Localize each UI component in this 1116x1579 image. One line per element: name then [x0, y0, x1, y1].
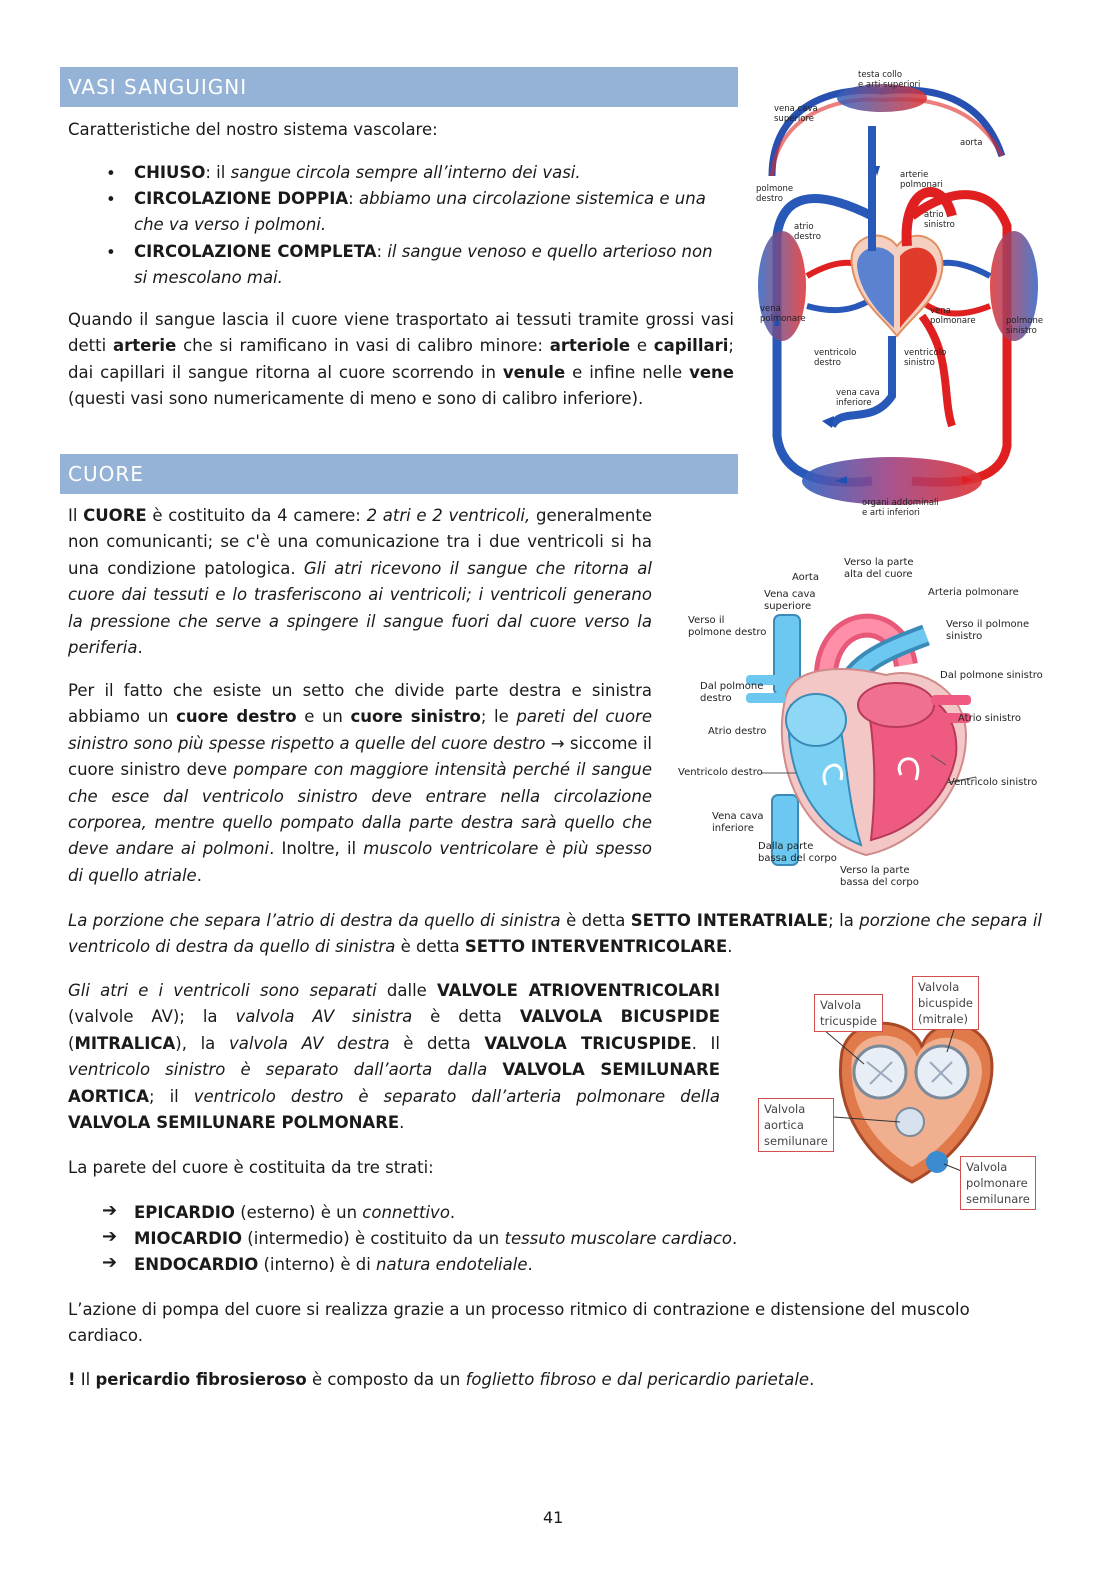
label-atrio-sinistro: atrio sinistro — [924, 210, 955, 230]
arrow-right-icon: ➔ — [102, 1226, 118, 1247]
cuore-paragraph-pericardio: ! Il pericardio fibrosieroso è composto da un foglietto fibroso e dal pericardio parietale. — [68, 1370, 815, 1389]
label-valvola-aortica: Valvola aortica semilunare — [758, 1098, 834, 1152]
cuore-paragraph-setti: La porzione che separa l’atrio di destra da quello di sinistra è detta SETTO INTERATRIALE; la porzione che separa il ventricolo di destra da quello di sinistra è detta SETTO INTERVENTRICOLARE. — [68, 911, 1042, 957]
label-arteria-polmonare: Arteria polmonare — [928, 587, 1019, 598]
vasi-paragraph: Quando il sangue lascia il cuore viene trasportato ai tessuti tramite grossi vasi detti arterie che si ramificano in vasi di calibro minore: arteriole e capillari; dai capillari il sangue ritorna al cuore scorrendo in venule e infine nelle vene (questi vasi sono numericamente di meno e sono di calibro inferiore). — [68, 310, 734, 409]
label-vena-polmonare-right: vena polmonare — [930, 306, 976, 326]
cuore-paragraph-2: Per il fatto che esiste un setto che divide parte destra e sinistra abbiamo un cuore destro e un cuore sinistro; le pareti del cuore sinistro sono più spesse rispetto a quelle del cuore destro → siccome il cuore sinistro deve pompare con maggiore intensità perché il sangue che esce dal ventricolo sinistro deve entrare nella circolazione corporea, mentre quello pompato dalla parte destra sarà quello che deve andare ai polmoni. Inoltre, il muscolo ventricolare è più spesso di quello atriale. — [68, 681, 653, 885]
label-vena-cava-inferiore: vena cava inferiore — [836, 388, 880, 408]
label-verso-alta: Verso la parte alta del cuore — [844, 557, 914, 580]
label-valvola-polmonare: Valvola polmonare semilunare — [960, 1156, 1036, 1210]
label-dal-polmone-sinistro: Dal polmone sinistro — [940, 670, 1043, 681]
label-vena-polmonare-left: vena polmonare — [760, 304, 806, 324]
list-item: CIRCOLAZIONE COMPLETA: il sangue venoso e quello arterioso non — [134, 242, 713, 261]
label-organi: organi addominali e arti inferiori — [862, 498, 939, 518]
label-atrio-destro: Atrio destro — [708, 726, 767, 737]
section-title-cuore: CUORE — [60, 454, 738, 494]
list-item: MIOCARDIO (intermedio) è costituito da un tessuto muscolare cardiaco. — [134, 1229, 738, 1248]
label-verso-parte-bassa: Verso la parte bassa del corpo — [840, 865, 919, 888]
cuore-paragraph-valvole: Gli atri e i ventricoli sono separati dalle VALVOLE ATRIOVENTRICOLARI (valvole AV); la valvola AV sinistra è detta VALVOLA BICUSPIDE (MITRALICA), la valvola AV destra è detta VALVOLA TRICUSPIDE. Il ventricolo sinistro è separato dall’aorta dalla VALVOLA SEMILUNARE AORTICA; il ventricolo destro è separato dall’arteria polmonare della VALVOLA SEMILUNARE POLMONARE. — [68, 981, 721, 1133]
label-vena-cava-inferiore: Vena cava inferiore — [712, 811, 764, 834]
strati-intro: La parete del cuore è costituita da tre strati: — [68, 1158, 434, 1177]
figure-circulation-diagram — [752, 66, 1042, 516]
bullet-icon: • — [106, 243, 116, 262]
label-dal-polmone-destro: Dal polmone destro — [700, 681, 764, 704]
label-atrio-sinistro: Atrio sinistro — [958, 713, 1022, 724]
section-title-vasi: VASI SANGUIGNI — [60, 67, 738, 107]
list-item: CHIUSO: il sangue circola sempre all’interno dei vasi. — [134, 163, 581, 182]
label-ventricolo-sinistro: Ventricolo sinistro — [948, 777, 1038, 788]
arrow-right-icon: ➔ — [102, 1252, 118, 1273]
cuore-paragraph-pompa: L’azione di pompa del cuore si realizza grazie a un processo ritmico di contrazione e distensione del muscolo cardiaco. — [68, 1300, 970, 1346]
label-verso-polmone-destro: Verso il polmone destro — [688, 615, 767, 638]
heart-illustration — [676, 555, 1046, 895]
label-ventricolo-destro: ventricolo destro — [814, 348, 857, 368]
list-item: EPICARDIO (esterno) è un connettivo. — [134, 1203, 456, 1222]
label-ventricolo-destro: Ventricolo destro — [678, 767, 763, 778]
label-testa: testa collo e arti superiori — [858, 70, 921, 90]
label-valvola-tricuspide: Valvola tricuspide — [814, 994, 883, 1032]
label-arterie-polmonari: arterie polmonari — [900, 170, 943, 190]
list-item: CIRCOLAZIONE DOPPIA: abbiamo una circolazione sistemica e una — [134, 189, 706, 208]
circulation-illustration — [752, 66, 1042, 516]
label-vena-cava-superiore: Vena cava superiore — [764, 589, 816, 612]
label-aorta: aorta — [960, 138, 983, 148]
label-verso-polmone-sinistro: Verso il polmone sinistro — [946, 619, 1030, 642]
arrow-right-icon: ➔ — [102, 1200, 118, 1221]
vasi-intro: Caratteristiche del nostro sistema vascolare: — [68, 120, 438, 139]
figure-heart-valves — [752, 972, 1048, 1217]
bullet-icon: • — [106, 164, 116, 183]
label-polmone-destro: polmone destro — [756, 184, 794, 204]
label-vena-cava-superiore: vena cava superiore — [774, 104, 818, 124]
label-atrio-destro: atrio destro — [794, 222, 821, 242]
list-item-continuation: si mescolano mai. — [134, 268, 283, 287]
label-dalla-parte-bassa: Dalla parte bassa del corpo — [758, 841, 837, 864]
label-aorta: Aorta — [792, 572, 819, 583]
figure-heart-anatomy — [676, 555, 1046, 895]
list-item-continuation: che va verso i polmoni. — [134, 215, 327, 234]
page-number: 41 — [543, 1508, 564, 1527]
bullet-icon: • — [106, 190, 116, 209]
list-item: ENDOCARDIO (interno) è di natura endoteliale. — [134, 1255, 533, 1274]
label-valvola-bicuspide: Valvola bicuspide (mitrale) — [912, 976, 979, 1030]
label-polmone-sinistro: polmone sinistro — [1006, 316, 1044, 336]
label-ventricolo-sinistro: ventricolo sinistro — [904, 348, 947, 368]
cuore-paragraph-1: Il CUORE è costituito da 4 camere: 2 atri e 2 ventricoli, generalmente non comunicanti; se c'è una comunicazione tra i due ventricoli si ha una condizione patologica. Gli atri ricevono il sangue che ritorna al cuore dai tessuti e lo trasferiscono ai ventricoli; i ventricoli generano la pressione che serve a spingere il sangue fuori dal cuore verso la periferia. — [68, 506, 652, 658]
